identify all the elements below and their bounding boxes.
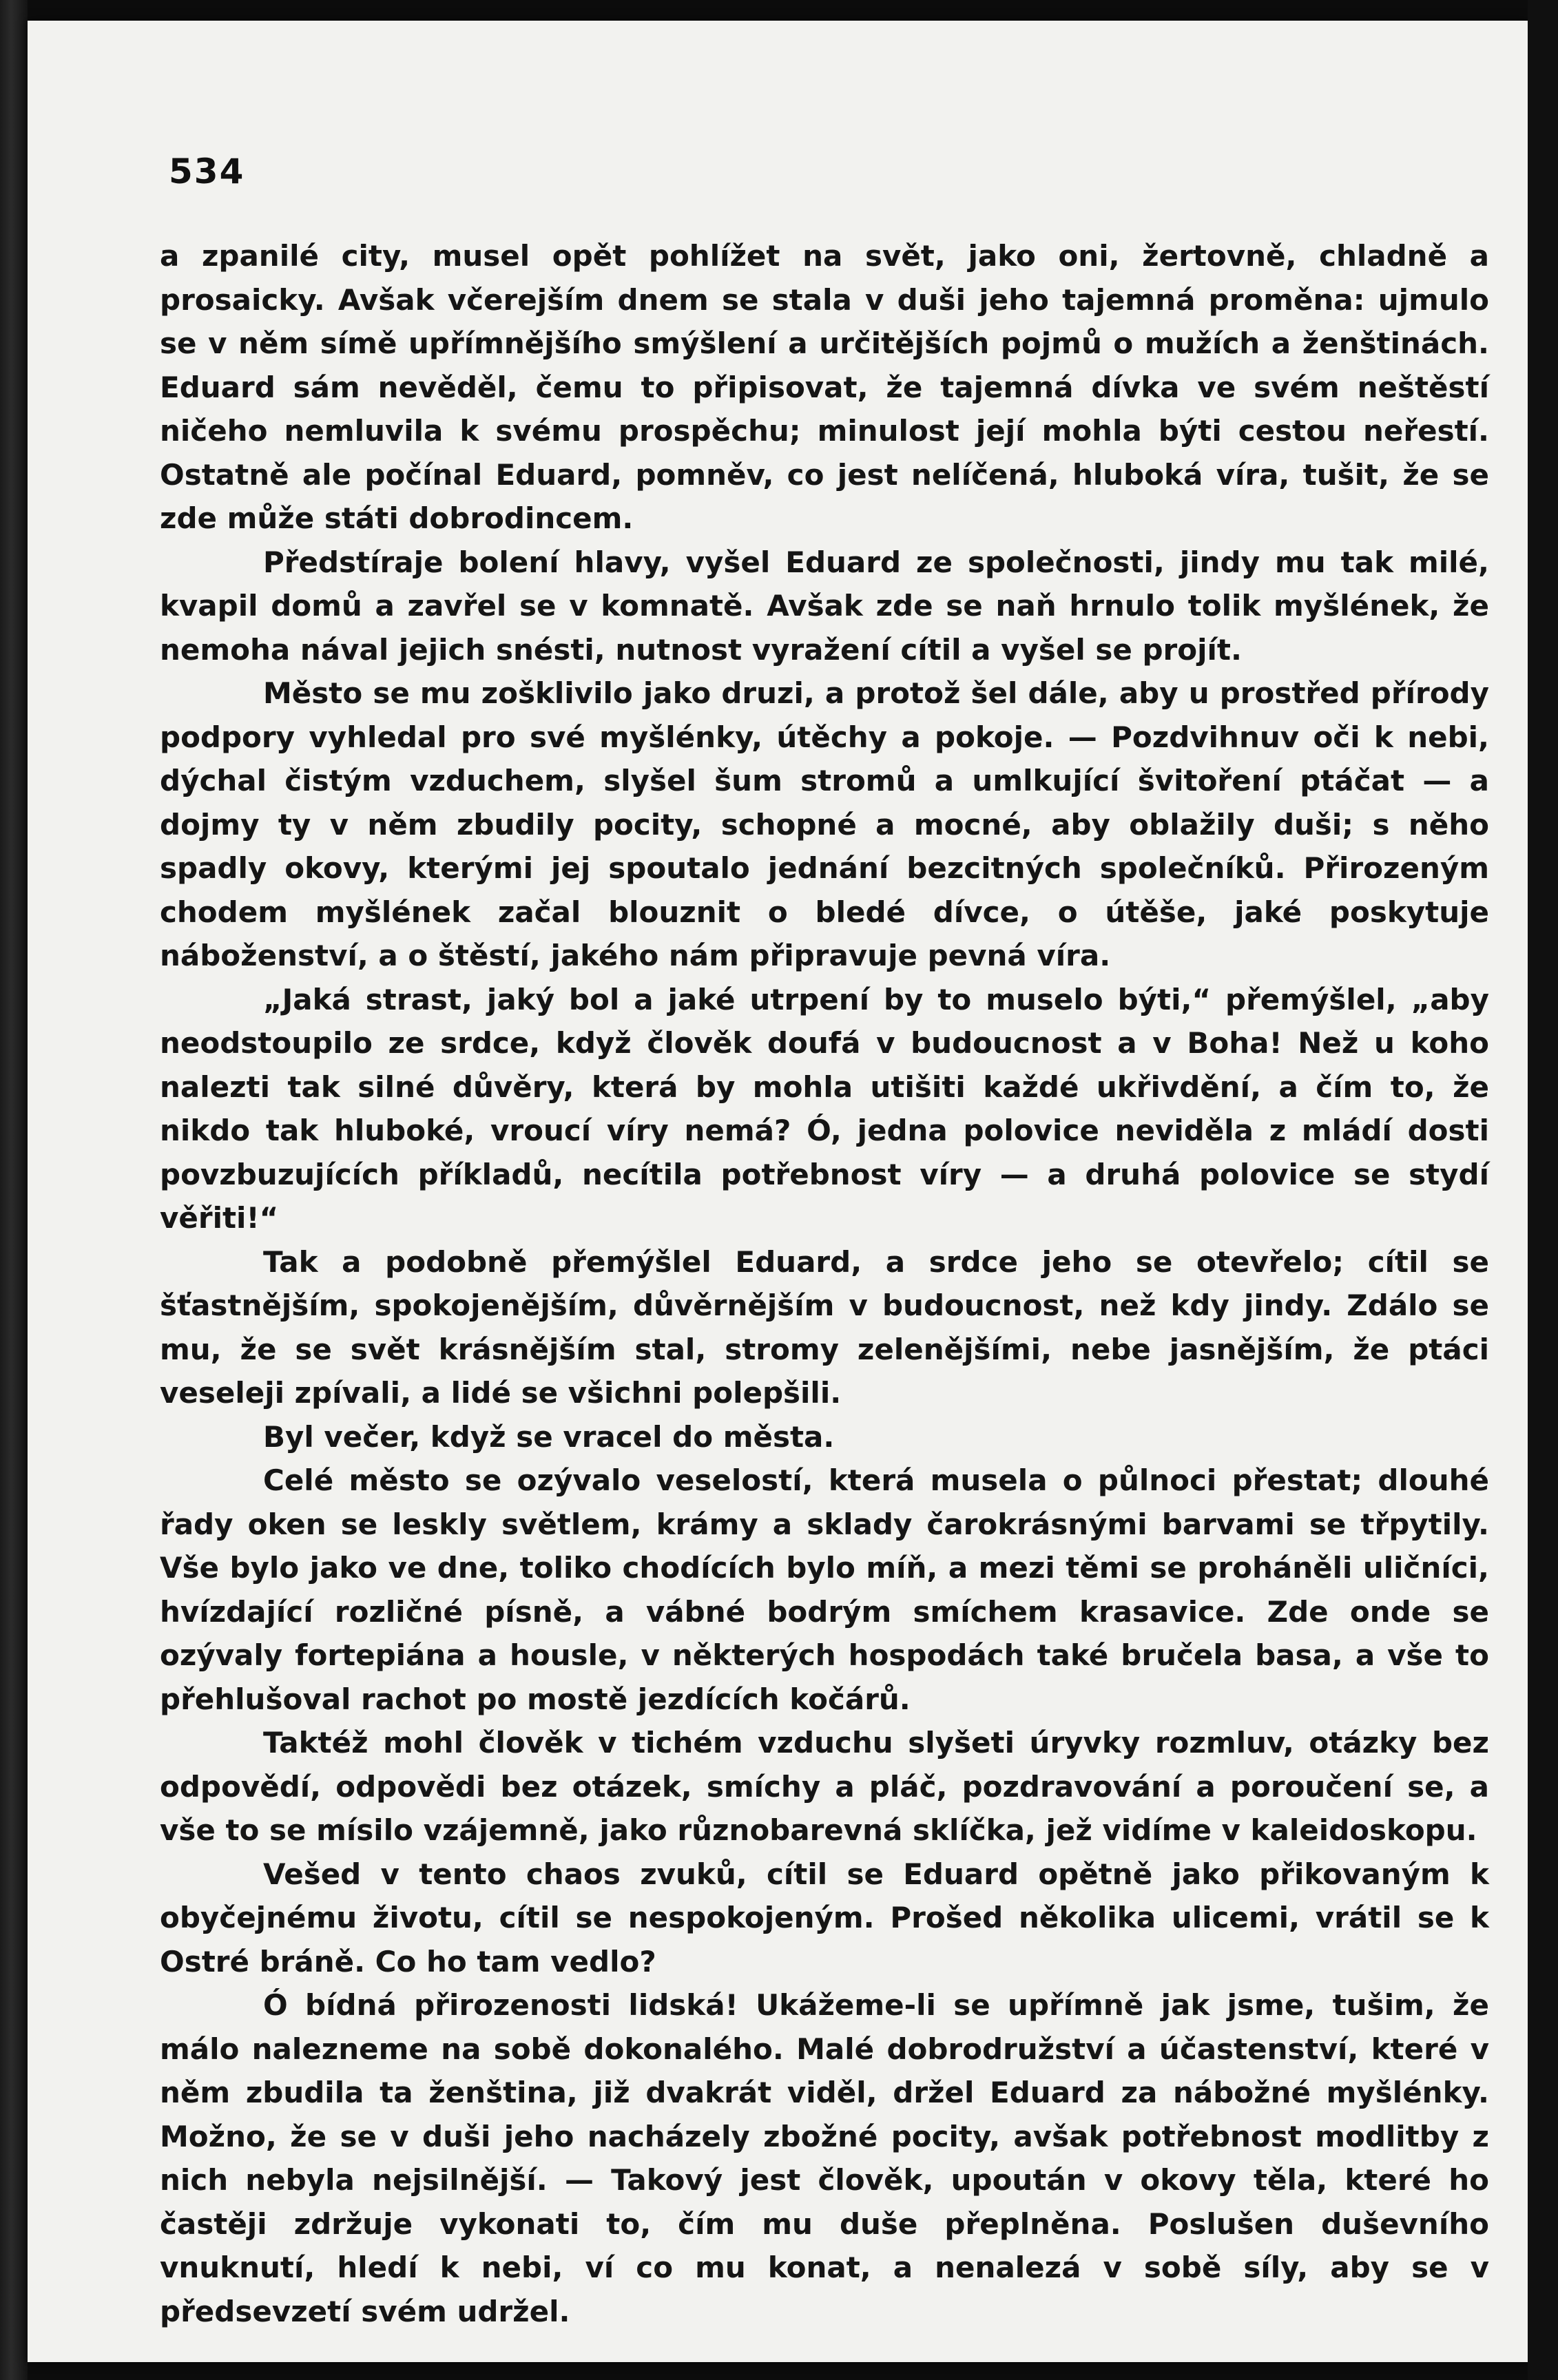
- scan-shadow-left: [0, 0, 28, 2380]
- paragraph-3: Město se mu zošklivilo jako druzi, a protož šel dále, aby u prostřed přírody podpory vyhledal pro své myšlénky, útěchy a pokoje. — Pozdvihnuv oči k nebi, dýchal čistým vzduchem, slyšel šum stromů a umlkující švitoření ptáčat — a dojmy ty v něm zbudily pocity, schopné a mocné, aby oblažily duši; s něho spadly okovy, kterými jej spoutalo jednání bezcitných společníků. Přirozeným chodem myšlének začal blouznit o bledé dívce, o útěše, jaké poskytuje náboženství, a o štěstí, jakého nám připravuje pevná víra.: [160, 676, 1489, 972]
- scan-shadow-right: [1528, 0, 1558, 2380]
- paragraph-10: Ó bídná přirozenosti lidská! Ukážeme-li se upřímně jak jsme, tušim, že málo nalezneme na sobě dokonalého. Malé dobrodružství a účastenství, které v něm zbudila ta ženština, již dvakrát viděl, držel Eduard za nábožné myšlénky. Možno, že se v duši jeho nacházely zbožné pocity, avšak potřebnost modlitby z nich nebyla nejsilnější. — Takový jest člověk, upoután v okovy těla, které ho častěji zdržuje vykonati to, čím mu duše přeplněna. Poslušen duševního vnuknutí, hledí k nebi, ví co mu konat, a nenalezá v sobě síly, aby se v předsevzetí svém udržel.: [160, 1988, 1489, 2328]
- book-page: [28, 21, 1528, 2362]
- paragraph-4: „Jaká strast, jaký bol a jaké utrpení by to muselo býti,“ přemýšlel, „aby neodstoupilo ze srdce, když člověk doufá v budoucnost a v Boha! Než u koho nalezti tak silné důvěry, která by mohla utišiti každé ukřivdění, a čím to, že nikdo tak hluboké, vroucí víry nemá? Ó, jedna polovice neviděla z mládí dosti povzbuzujících příkladů, necítila potřebnost víry — a druhá polovice se stydí věřiti!“: [160, 982, 1489, 1235]
- paragraph-2: Předstíraje bolení hlavy, vyšel Eduard ze společnosti, jindy mu tak milé, kvapil domů a zavřel se v komnatě. Avšak zde se naň hrnulo tolik myšlének, že nemoha nával jejich snésti, nutnost vyražení cítil a vyšel se projít.: [160, 545, 1489, 667]
- paragraph-6: Byl večer, když se vracel do města.: [263, 1419, 835, 1454]
- paragraph-7: Celé město se ozývalo veselostí, která musela o půlnoci přestat; dlouhé řady oken se leskly světlem, krámy a sklady čarokrásnými barvami se třpytily. Vše bylo jako ve dne, toliko chodících bylo míň, a mezi těmi se proháněli uličníci, hvízdající rozličné písně, a vábné bodrým smíchem krasavice. Zde onde se ozývaly fortepiána a housle, v některých hospodách také bručela basa, a vše to přehlušoval rachot po mostě jezdících kočárů.: [160, 1463, 1489, 1716]
- paragraph-5: Tak a podobně přemýšlel Eduard, a srdce jeho se otevřelo; cítil se šťastnějším, spokojenějším, důvěrnějším v budoucnost, než kdy jindy. Zdálo se mu, že se svět krásnějším stal, stromy zelenějšími, nebe jasnějším, že ptáci veseleji zpívali, a lidé se všichni polepšili.: [160, 1244, 1489, 1410]
- page-body: [160, 234, 1489, 2333]
- paragraph-8: Taktéž mohl člověk v tichém vzduchu slyšeti úryvky rozmluv, otázky bez odpovědí, odpovědi bez otázek, smíchy a pláč, pozdravování a poroučení se, a vše to se mísilo vzájemně, jako různobarevná sklíčka, jež vidíme v kaleidoskopu.: [160, 1726, 1489, 1847]
- page-number: 534: [169, 152, 245, 191]
- paragraph-1: a zpanilé city, musel opět pohlížet na svět, jako oni, žertovně, chladně a prosaicky. Avšak včerejším dnem se stala v duši jeho tajemná proměna: ujmulo se v něm símě upřímnějšího smýšlení a určitějších pojmů o mužích a ženštinách. Eduard sám nevěděl, čemu to připisovat, že tajemná dívka ve svém neštěstí ničeho nemluvila k svému prospěchu; minulost její mohla býti cestou neřestí. Ostatně ale počínal Eduard, pomněv, co jest nelíčená, hluboká víra, tušit, že se zde může státi dobrodincem.: [160, 239, 1489, 535]
- paragraph-9: Vešed v tento chaos zvuků, cítil se Eduard opětně jako přikovaným k obyčejnému životu, cítil se nespokojeným. Prošed několika ulicemi, vrátil se k Ostré bráně. Co ho tam vedlo?: [160, 1857, 1489, 1979]
